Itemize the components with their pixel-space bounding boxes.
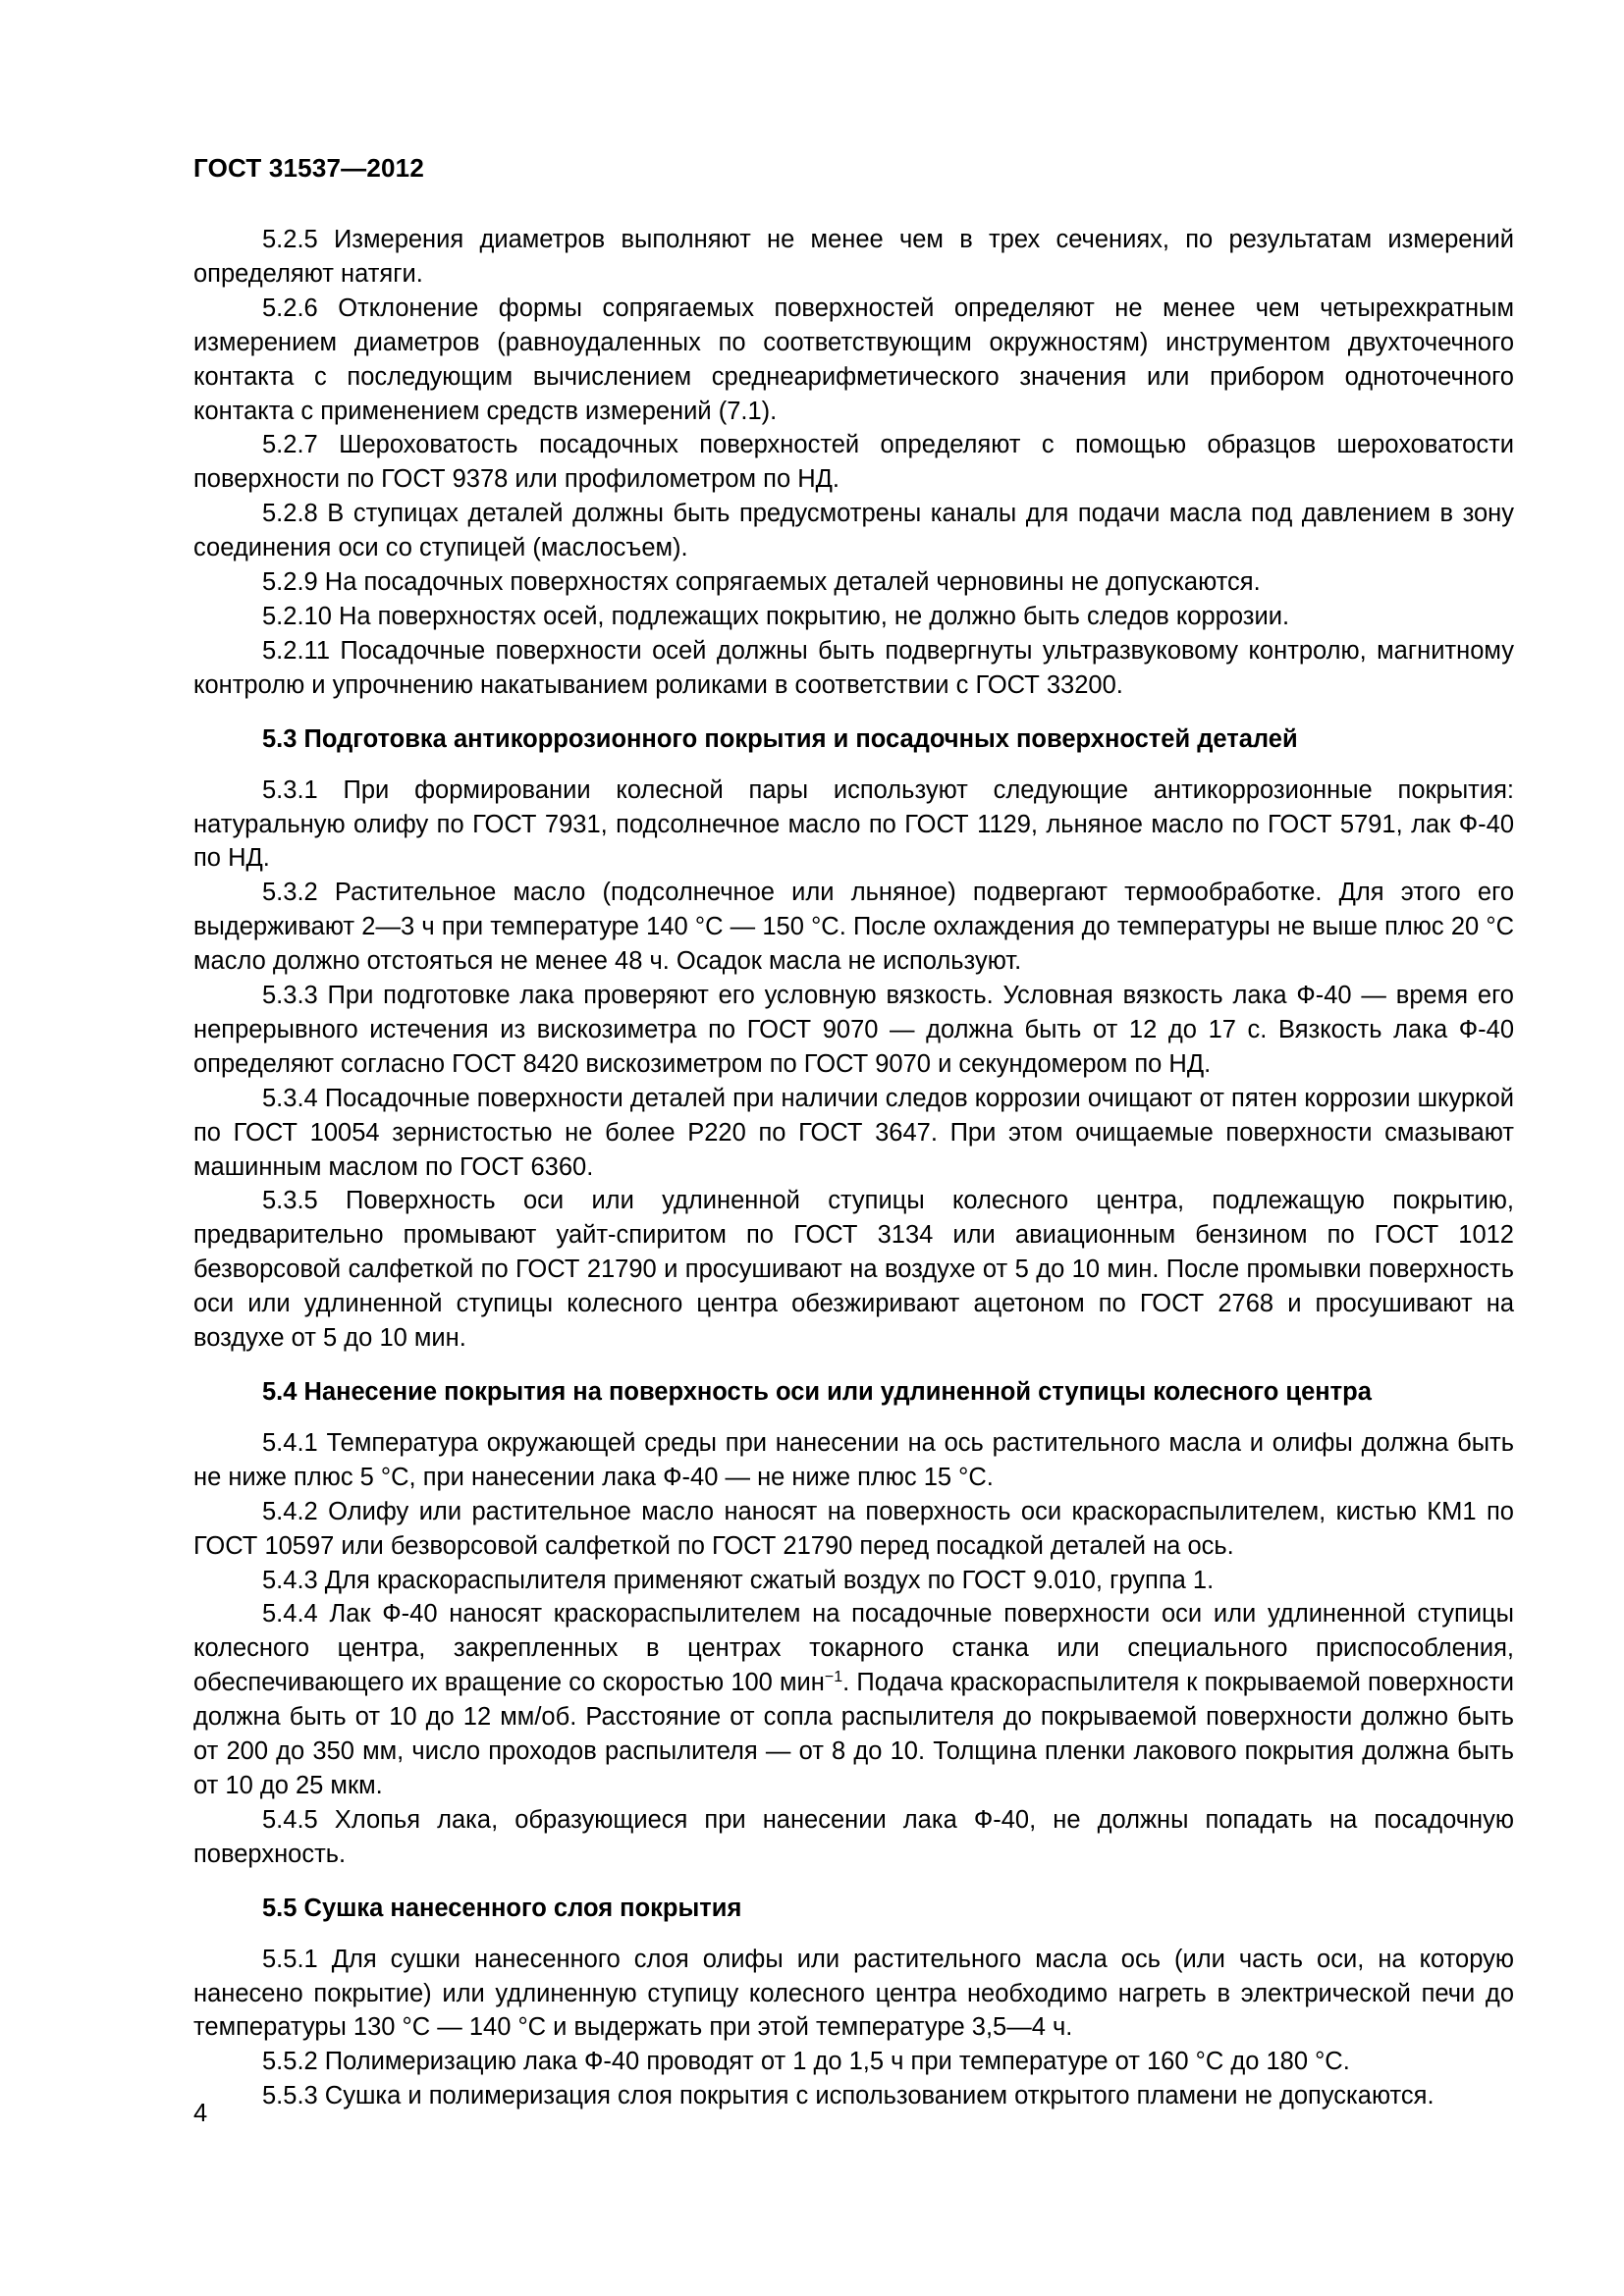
paragraph-5-4-4-text-end: . Подача краскораспылителя к покрываемой поверхности должна быть от 10 до 12 мм/об. Расстояние от сопла распылителя до покрываемой поверхности должно быть от 200 до 350 мм, число проходов распылителя — от 8 до 10. Толщина пленки лакового покрытия должна быть от 10 до 25 мкм. (193, 1669, 1515, 1799)
paragraph-5-5-3: 5.5.3 Сушка и полимеризация слоя покрытия с использованием открытого пламени не допускаются. (262, 2082, 1435, 2110)
paragraph-5-2-6: 5.2.6 Отклонение формы сопрягаемых поверхностей определяют не менее чем четырехкратным измерением диаметров (равноудаленных по соответствующим окружностям) инструментом двухточечного контакта с последующим вычислением среднеарифметического значения или прибором одноточечного контакта с применением средств измерений (7.1). (193, 294, 1514, 425)
paragraph-5-4-5: 5.4.5 Хлопья лака, образующиеся при нанесении лака Ф-40, не должны попадать на посадочную поверхность. (193, 1805, 1514, 1868)
paragraph-5-2-9: 5.2.9 На посадочных поверхностях сопрягаемых деталей черновины не допускаются. (262, 568, 1261, 597)
paragraph-5-3-5: 5.3.5 Поверхность оси или удлиненной ступицы колесного центра, подлежащую покрытию, предварительно промывают уайт-спиритом по ГОСТ 3134 или авиационным бензином по ГОСТ 1012 безворсовой салфеткой по ГОСТ 21790 и просушивают на воздухе от 5 до 10 мин. После промывки поверхность оси или удлиненной ступицы колесного центра обезжиривают ацетоном по ГОСТ 2768 и просушивают на воздухе от 5 до 10 мин. (193, 1187, 1514, 1353)
section-heading-5-3: 5.3 Подготовка антикоррозионного покрытия и посадочных поверхностей деталей (262, 724, 1298, 753)
paragraph-5-4-4-superscript: −1 (824, 1669, 843, 1686)
paragraph-5-5-1: 5.5.1 Для сушки нанесенного слоя олифы или растительного масла ось (или часть оси, на которую нанесено покрытие) или удлиненную ступицу колесного центра необходимо нагреть в электрической печи до температуры 130 °С — 140 °С и выдержать при этой температуре 3,5—4 ч. (193, 1945, 1514, 2042)
paragraph-5-2-10: 5.2.10 На поверхностях осей, подлежащих покрытию, не должно быть следов коррозии. (262, 602, 1290, 630)
paragraph-5-3-3: 5.3.3 При подготовке лака проверяют его условную вязкость. Условная вязкость лака Ф-40 — время его непрерывного истечения из вискозиметра по ГОСТ 9070 — должна быть от 12 до 17 с. Вязкость лака Ф-40 определяют согласно ГОСТ 8420 вискозиметром по ГОСТ 9070 и секундомером по НД. (193, 982, 1514, 1078)
paragraph-5-4-2: 5.4.2 Олифу или растительное масло наносят на поверхность оси краскораспылителем, кистью КМ1 по ГОСТ 10597 или безворсовой салфеткой по ГОСТ 21790 перед посадкой деталей на ось. (193, 1497, 1514, 1560)
paragraph-5-3-2: 5.3.2 Растительное масло (подсолнечное или льняное) подвергают термообработке. Для этого его выдерживают 2—3 ч при температуре 140 °С — 150 °С. После охлаждения до температуры не выше плюс 20 °С масло должно отстояться не менее 48 ч. Осадок масла не используют. (193, 879, 1514, 976)
page-number: 4 (193, 2100, 208, 2127)
paragraph-5-3-4: 5.3.4 Посадочные поверхности деталей при наличии следов коррозии очищают от пятен коррозии шкуркой по ГОСТ 10054 зернистостью не более Р220 по ГОСТ 3647. При этом очищаемые поверхности смазывают машинным маслом по ГОСТ 6360. (193, 1084, 1514, 1181)
paragraph-5-2-5: 5.2.5 Измерения диаметров выполняют не менее чем в трех сечениях, по результатам измерений определяют натяги. (193, 226, 1514, 288)
section-heading-5-5: 5.5 Сушка нанесенного слоя покрытия (262, 1894, 742, 1922)
paragraph-5-4-1: 5.4.1 Температура окружающей среды при нанесении на ось растительного масла и олифы должна быть не ниже плюс 5 °С, при нанесении лака Ф-40 — не ниже плюс 15 °С. (193, 1428, 1514, 1491)
paragraph-5-4-3: 5.4.3 Для краскораспылителя применяют сжатый воздух по ГОСТ 9.010, группа 1. (262, 1566, 1215, 1594)
paragraph-5-4-4-text-start: 5.4.4 Лак Ф-40 наносят краскораспылителем на посадочные поверхности оси или удлиненной ступицы колесного центра, закрепленных в центрах токарного станка или специального приспособления, обеспечивающего их вращение со скоростью 100 мин (193, 1600, 1514, 1697)
document-body (193, 223, 1514, 2113)
document-header: ГОСТ 31537—2012 (193, 153, 424, 183)
paragraph-5-2-11: 5.2.11 Посадочные поверхности осей должны быть подвергнуты ультразвуковому контролю, магнитному контролю и упрочнению накатыванием роликами в соответствии с ГОСТ 33200. (193, 636, 1514, 699)
paragraph-5-2-8: 5.2.8 В ступицах деталей должны быть предусмотрены каналы для подачи масла под давлением в зону соединения оси со ступицей (маслосъем). (193, 500, 1514, 562)
paragraph-5-3-1: 5.3.1 При формировании колесной пары используют следующие антикоррозионные покрытия: натуральную олифу по ГОСТ 7931, подсолнечное масло по ГОСТ 1129, льняное масло по ГОСТ 5791, лак Ф-40 по НД. (193, 775, 1514, 873)
paragraph-5-4-4 (193, 1597, 1514, 1802)
paragraph-5-5-2: 5.5.2 Полимеризацию лака Ф-40 проводят от 1 до 1,5 ч при температуре от 160 °С до 180 °С. (262, 2048, 1350, 2076)
paragraph-5-2-7: 5.2.7 Шероховатость посадочных поверхностей определяют с помощью образцов шероховатости поверхности по ГОСТ 9378 или профилометром по НД. (193, 431, 1514, 494)
section-heading-5-4: 5.4 Нанесение покрытия на поверхность оси или удлиненной ступицы колесного центра (262, 1378, 1372, 1406)
